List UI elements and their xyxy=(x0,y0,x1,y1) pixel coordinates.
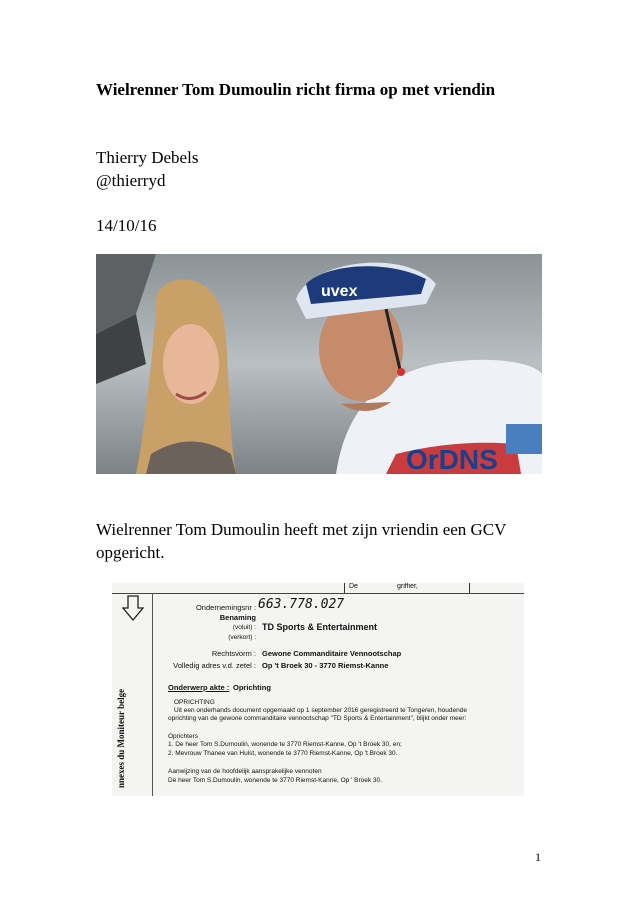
helmet-brand-text: uvex xyxy=(321,283,358,300)
author-name: Thierry Debels xyxy=(96,148,199,167)
verkort-label: (verkort) : xyxy=(228,634,256,641)
article-body: Wielrenner Tom Dumoulin heeft met zijn vriendin een GCV opgericht. xyxy=(96,520,507,562)
rechtsvorm-value: Gewone Commanditaire Vennootschap xyxy=(262,649,402,658)
voluit-label: (voluit) : xyxy=(232,624,256,631)
doc-line-8: De heer Tom S.Dumoulin, wonende te 3770 Riemst-Kanne, Op ' Broek 30. xyxy=(168,777,382,784)
scanned-document xyxy=(112,583,524,796)
benaming-label: Benaming xyxy=(219,613,256,622)
doc-line-6: 2. Mevrouw Thanee van Hulst, wonende te 3770 Riemst-Kanne, Op 't Broek 30. xyxy=(168,750,398,757)
adres-label: Volledig adres v.d. zetel : xyxy=(173,661,256,670)
page-number: 1 xyxy=(535,850,541,864)
margin-line xyxy=(152,593,153,796)
top-divider xyxy=(112,593,524,594)
voluit-value: TD Sports & Entertainment xyxy=(262,622,378,632)
top-box-left: De xyxy=(349,583,358,590)
top-box-right: griffier, xyxy=(397,583,418,590)
doc-line-2: Uit een onderhands document opgemaakt op 1 september 2016 geregistreerd te Tongeren, houdende xyxy=(174,707,467,714)
doc-line-1: OPRICHTING xyxy=(174,699,215,706)
doc-line-5: 1. De heer Tom S.Dumoulin, wonende te 3770 Riemst-Kanne, Op 't Broek 30, en; xyxy=(168,741,402,748)
publication-date: 14/10/16 xyxy=(96,216,157,235)
onderwerp-value: Oprichting xyxy=(233,683,271,692)
rechtsvorm-label: Rechtsvorm : xyxy=(211,649,256,658)
adres-value: Op 't Broek 30 - 3770 Riemst-Kanne xyxy=(262,661,389,670)
article-title: Wielrenner Tom Dumoulin richt firma op met vriendin xyxy=(96,80,496,99)
ondernemingsnr-value: 663.778.027 xyxy=(258,597,345,612)
ondernemingsnr-label: Ondernemingsnr : xyxy=(195,603,256,612)
side-margin-text: nnexes du Moniteur belge xyxy=(116,688,126,788)
jersey-text: OrDNS xyxy=(406,444,498,474)
doc-line-4: Oprichters xyxy=(168,733,198,740)
down-arrow-icon xyxy=(122,595,144,621)
article-photo xyxy=(96,254,542,474)
doc-line-7: Aanwijzing van de hoofdelijk aansprakelijke vennoten xyxy=(168,768,322,775)
onderwerp-label: Onderwerp akte : xyxy=(168,683,230,692)
author-handle: @thierryd xyxy=(96,171,166,190)
photo-illustration xyxy=(96,254,542,474)
doc-line-3: oprichting van de gewone commanditaire vennootschap "TD Sports & Entertainment", blijkt onder meer: xyxy=(168,715,467,722)
